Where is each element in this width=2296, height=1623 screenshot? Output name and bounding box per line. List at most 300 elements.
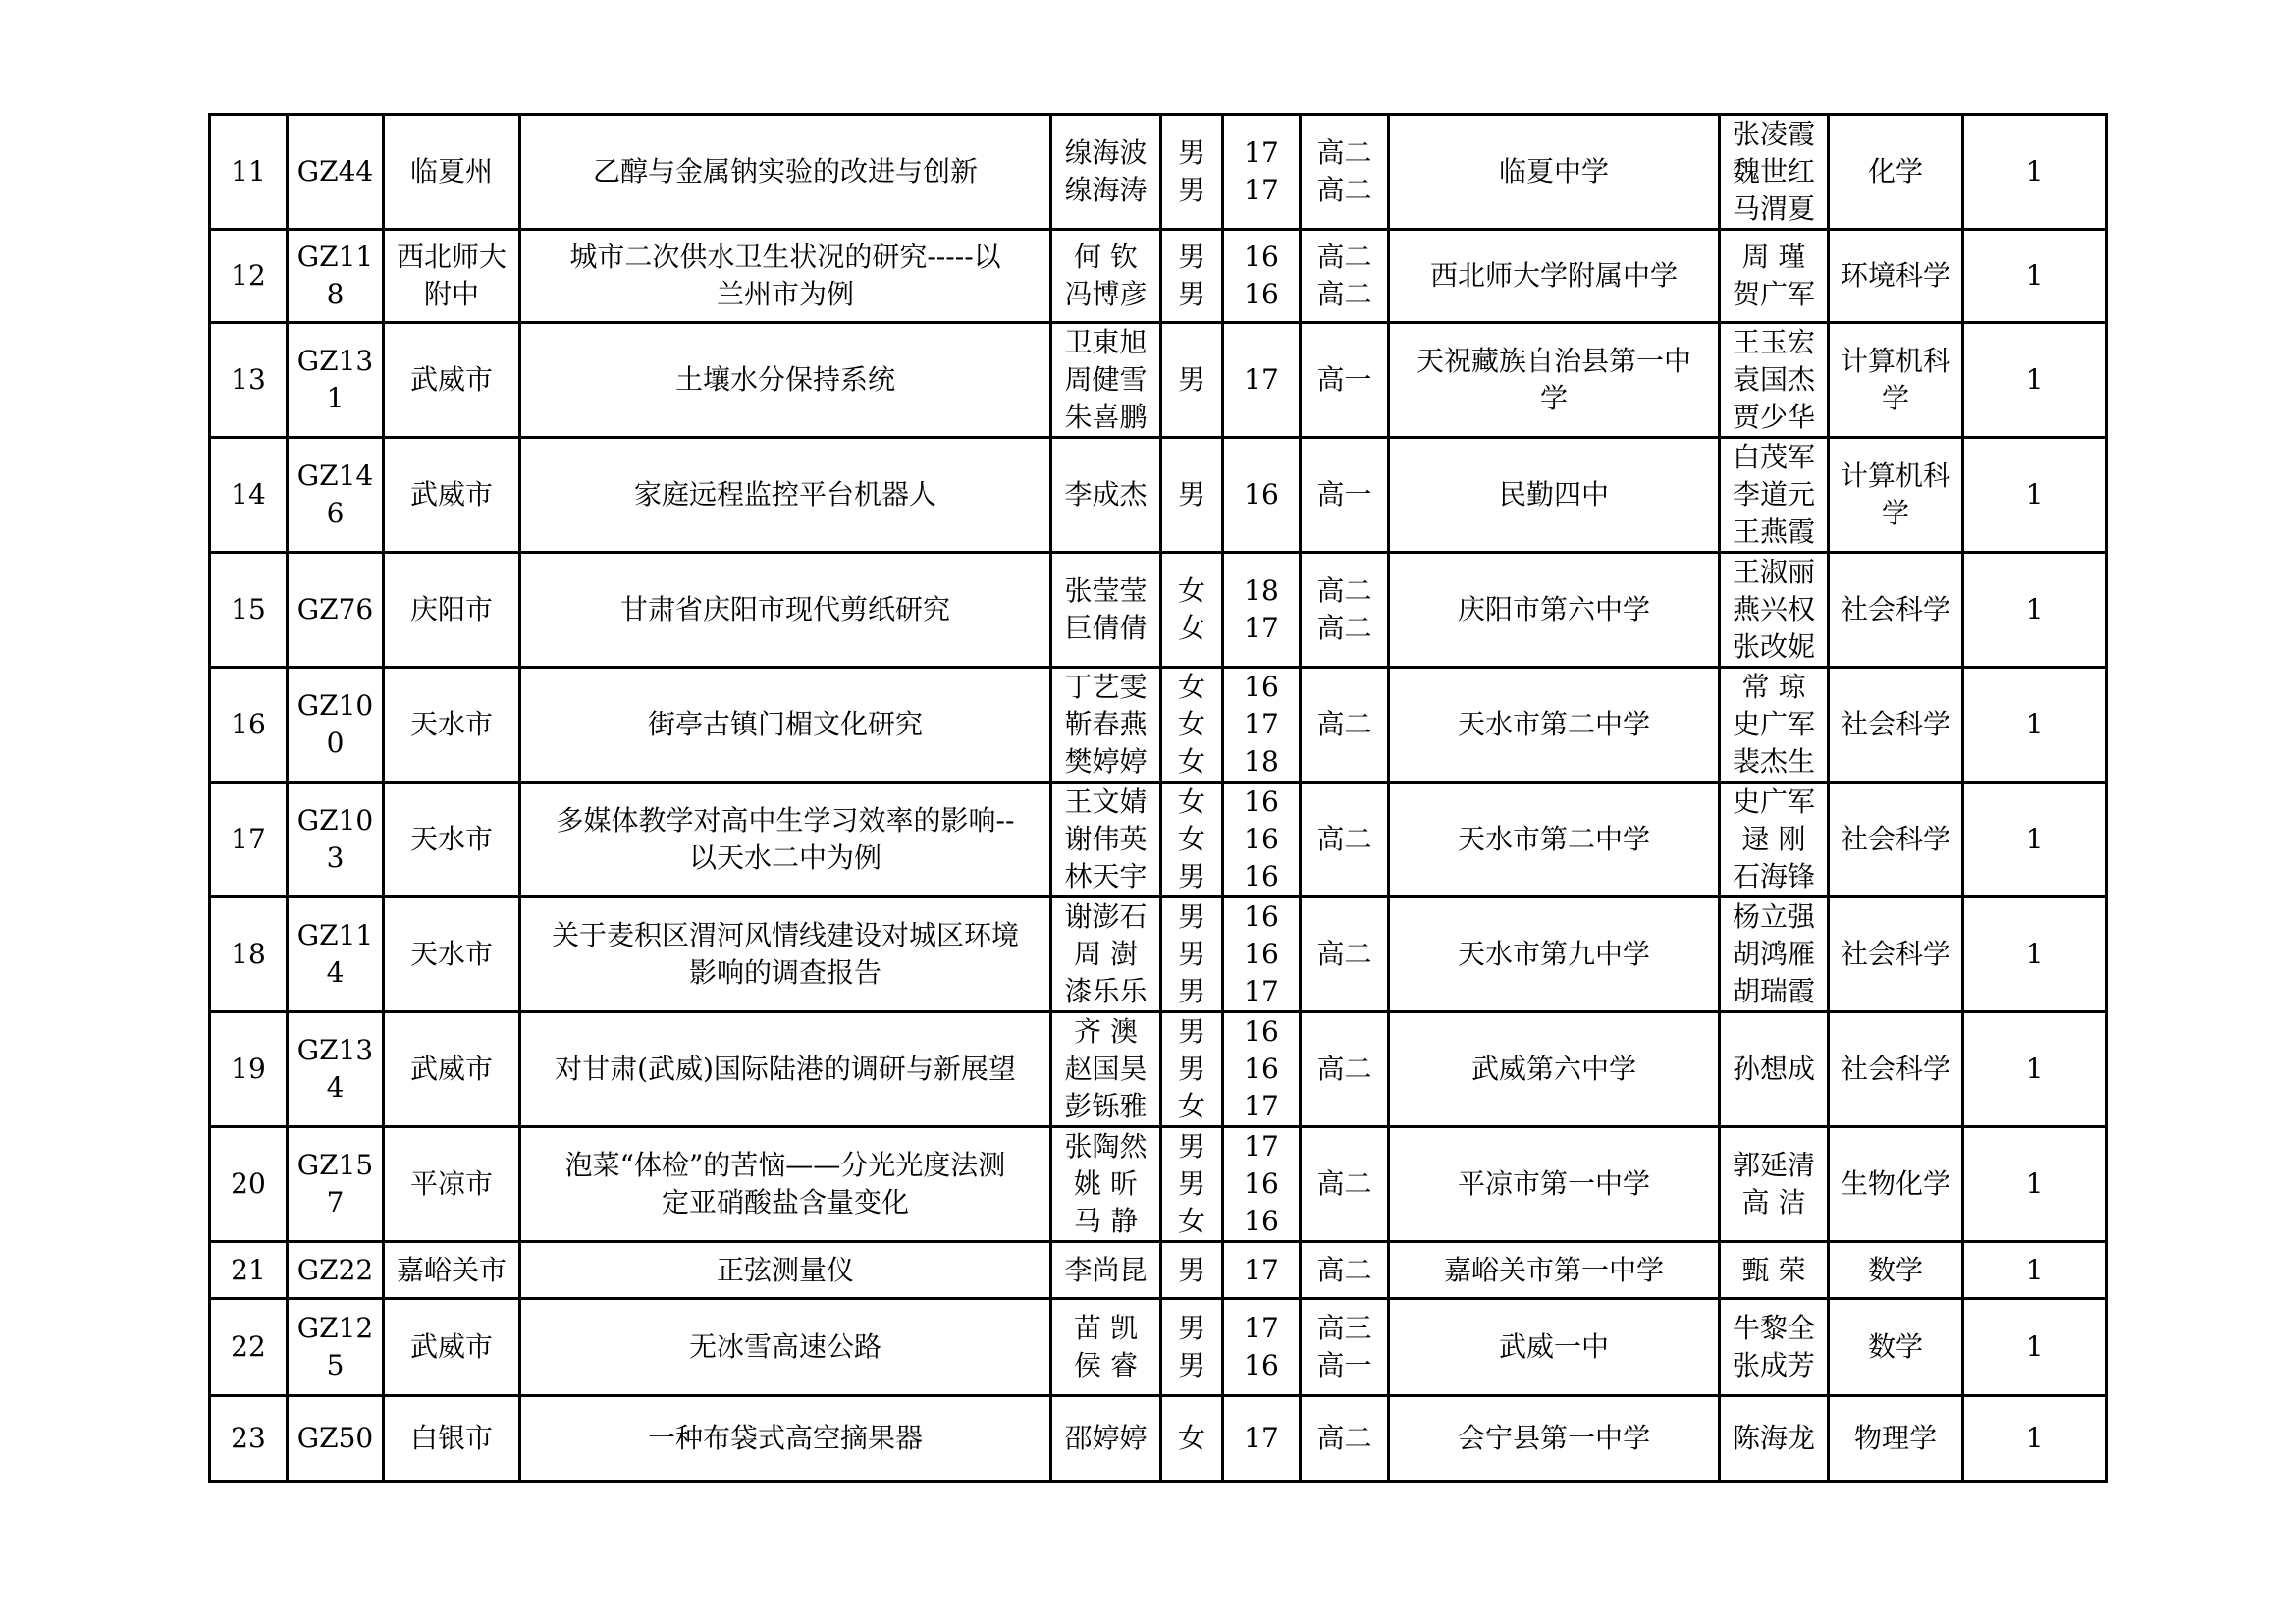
project-code-cell: GZ118 [288,230,384,323]
genders-cell [1161,323,1223,438]
grades-cell [1301,897,1389,1012]
row-number-cell: 21 [210,1242,288,1299]
genders-line: 男 [1177,1349,1205,1381]
students-line: 李成杰 [1064,478,1148,511]
table-row [210,115,2107,230]
region-cell [384,1012,520,1127]
genders-cell [1161,1396,1223,1482]
genders-line: 男 [1177,478,1205,511]
count-cell: 1 [1963,1299,2107,1396]
count-cell: 1 [1963,1127,2107,1242]
students-line: 彭铄雅 [1064,1090,1148,1122]
table-row [210,1012,2107,1127]
subject-cell [1829,1127,1963,1242]
ages-line: 16 [1244,860,1279,893]
project-title-line: 泡菜“体检”的苦恼——分光光度法测 [564,1149,1006,1181]
ages-cell [1223,438,1301,553]
students-line: 林天宇 [1064,860,1148,893]
school-cell [1389,1396,1720,1482]
genders-cell [1161,1127,1223,1242]
project-title-line: 兰州市为例 [716,278,854,310]
grades-line: 高二 [1316,612,1372,644]
school-line: 嘉峪关市第一中学 [1443,1253,1664,1286]
teachers-line: 贺广军 [1732,278,1815,310]
genders-cell [1161,783,1223,897]
project-title-line: 定亚硝酸盐含量变化 [661,1186,909,1218]
table-row [210,438,2107,553]
project-code-cell: GZ103 [288,783,384,897]
subject-cell [1829,668,1963,783]
project-code-cell: GZ114 [288,897,384,1012]
teachers-line: 周 瑾 [1741,241,1806,273]
ages-line: 16 [1244,785,1279,818]
region-cell [384,1299,520,1396]
teachers-cell [1720,1299,1829,1396]
table-row [210,668,2107,783]
count-cell: 1 [1963,668,2107,783]
award-table [208,113,2108,1483]
ages-line: 18 [1244,574,1279,607]
ages-line: 17 [1244,1422,1279,1454]
subject-line: 数学 [1867,1253,1923,1286]
school-cell [1389,1299,1720,1396]
teachers-line: 杨立强 [1732,900,1815,933]
teachers-line: 甄 荣 [1741,1253,1806,1286]
ages-cell [1223,1299,1301,1396]
region-line: 庆阳市 [409,593,493,625]
genders-line: 男 [1177,241,1205,273]
teachers-line: 张改妮 [1732,630,1815,663]
ages-line: 16 [1244,478,1279,511]
region-cell [384,230,520,323]
ages-cell [1223,323,1301,438]
students-line: 苗 凯 [1074,1312,1138,1344]
count-cell: 1 [1963,783,2107,897]
students-line: 缐海涛 [1064,174,1148,206]
genders-line: 男 [1177,363,1205,396]
teachers-cell [1720,1396,1829,1482]
project-title-line: 土壤水分保持系统 [674,363,895,396]
project-title-line: 乙醇与金属钠实验的改进与创新 [592,155,978,188]
genders-line: 女 [1177,745,1205,778]
teachers-line: 郭延清 [1732,1149,1815,1181]
row-number-cell: 16 [210,668,288,783]
genders-line: 男 [1177,900,1205,933]
school-cell [1389,668,1720,783]
students-cell [1051,230,1161,323]
teachers-cell [1720,1127,1829,1242]
subject-line: 社会科学 [1840,938,1950,970]
ages-line: 16 [1244,1053,1279,1085]
project-code-cell: GZ131 [288,323,384,438]
genders-line: 男 [1177,174,1205,206]
row-number-cell: 11 [210,115,288,230]
subject-cell [1829,323,1963,438]
students-line: 缐海波 [1064,136,1148,169]
row-number-cell: 23 [210,1396,288,1482]
students-line: 谢澎石 [1064,900,1148,933]
region-line: 天水市 [409,708,493,740]
grades-cell [1301,783,1389,897]
grades-line: 高二 [1316,1253,1372,1286]
project-title-cell [520,115,1051,230]
teachers-line: 陈海龙 [1732,1422,1815,1454]
ages-line: 16 [1244,823,1279,855]
subject-line: 社会科学 [1840,823,1950,855]
project-title-cell [520,230,1051,323]
teachers-line: 王燕霞 [1732,515,1815,548]
ages-line: 17 [1244,363,1279,396]
ages-line: 16 [1244,1349,1279,1381]
project-code-cell: GZ44 [288,115,384,230]
ages-cell [1223,1012,1301,1127]
genders-line: 男 [1177,278,1205,310]
table-row [210,1396,2107,1482]
project-title-cell [520,438,1051,553]
grades-line: 高二 [1316,708,1372,740]
students-line: 何 钦 [1074,241,1138,273]
genders-cell [1161,230,1223,323]
teachers-cell [1720,897,1829,1012]
table-row [210,1242,2107,1299]
students-line: 冯博彦 [1064,278,1148,310]
genders-cell [1161,1299,1223,1396]
teachers-line: 王淑丽 [1732,556,1815,588]
subject-line: 社会科学 [1840,708,1950,740]
project-title-cell [520,1299,1051,1396]
students-cell [1051,323,1161,438]
grades-cell [1301,438,1389,553]
ages-cell [1223,783,1301,897]
school-cell [1389,323,1720,438]
teachers-cell [1720,323,1829,438]
subject-line: 学 [1881,382,1909,414]
project-title-line: 城市二次供水卫生状况的研究-----以 [569,241,1001,273]
subject-line: 生物化学 [1840,1167,1950,1200]
grades-line: 高二 [1316,136,1372,169]
subject-line: 社会科学 [1840,1053,1950,1085]
teachers-line: 袁国杰 [1732,363,1815,396]
students-line: 漆乐乐 [1064,975,1148,1007]
ages-cell [1223,115,1301,230]
teachers-cell [1720,1242,1829,1299]
grades-cell [1301,553,1389,668]
genders-cell [1161,897,1223,1012]
subject-cell [1829,438,1963,553]
teachers-cell [1720,783,1829,897]
teachers-line: 贾少华 [1732,401,1815,433]
genders-line: 男 [1177,136,1205,169]
students-line: 张陶然 [1064,1130,1148,1163]
ages-line: 16 [1244,671,1279,703]
students-line: 李尚昆 [1064,1253,1148,1286]
teachers-cell [1720,230,1829,323]
project-title-cell [520,1127,1051,1242]
students-line: 朱喜鹏 [1064,401,1148,433]
students-line: 谢伟英 [1064,823,1148,855]
teachers-line: 史广军 [1732,708,1815,740]
grades-line: 高二 [1316,278,1372,310]
project-title-line: 多媒体教学对高中生学习效率的影响-- [556,804,1015,837]
teachers-line: 牛黎全 [1732,1312,1815,1344]
project-code-cell: GZ76 [288,553,384,668]
grades-cell [1301,668,1389,783]
count-cell: 1 [1963,897,2107,1012]
row-number-cell: 19 [210,1012,288,1127]
subject-line: 学 [1881,497,1909,529]
students-line: 周健雪 [1064,363,1148,396]
project-title-cell [520,553,1051,668]
count-cell: 1 [1963,1396,2107,1482]
grades-line: 高二 [1316,823,1372,855]
ages-cell [1223,1242,1301,1299]
grades-cell [1301,115,1389,230]
ages-cell [1223,1396,1301,1482]
subject-line: 环境科学 [1840,259,1950,292]
grades-line: 高一 [1316,478,1372,511]
row-number-cell: 12 [210,230,288,323]
students-line: 马 静 [1074,1205,1138,1237]
ages-line: 16 [1244,241,1279,273]
school-line: 民勤四中 [1498,478,1609,511]
school-line: 学 [1539,382,1568,414]
ages-line: 17 [1244,1090,1279,1122]
region-cell [384,553,520,668]
row-number-cell: 17 [210,783,288,897]
genders-line: 男 [1177,1130,1205,1163]
count-cell: 1 [1963,1242,2107,1299]
region-cell [384,1242,520,1299]
school-cell [1389,897,1720,1012]
teachers-line: 胡鸿雁 [1732,938,1815,970]
teachers-line: 胡瑞霞 [1732,975,1815,1007]
teachers-line: 张成芳 [1732,1349,1815,1381]
genders-cell [1161,553,1223,668]
project-code-cell: GZ157 [288,1127,384,1242]
project-title-cell [520,897,1051,1012]
region-cell [384,323,520,438]
ages-line: 16 [1244,1205,1279,1237]
teachers-line: 裴杰生 [1732,745,1815,778]
row-number-cell: 14 [210,438,288,553]
students-line: 张莹莹 [1064,574,1148,607]
table-row [210,230,2107,323]
school-line: 武威一中 [1498,1330,1609,1363]
subject-line: 计算机科 [1840,460,1950,492]
project-title-line: 无冰雪高速公路 [688,1330,881,1363]
students-line: 卫東旭 [1064,326,1148,358]
genders-line: 男 [1177,1312,1205,1344]
subject-cell [1829,553,1963,668]
region-cell [384,115,520,230]
grades-line: 高二 [1316,174,1372,206]
region-cell [384,1396,520,1482]
genders-line: 男 [1177,1053,1205,1085]
count-cell: 1 [1963,553,2107,668]
genders-line: 女 [1177,671,1205,703]
genders-line: 女 [1177,1205,1205,1237]
ages-line: 18 [1244,745,1279,778]
ages-line: 17 [1244,975,1279,1007]
project-title-line: 正弦测量仪 [716,1253,854,1286]
project-title-line: 影响的调查报告 [688,956,881,989]
ages-line: 16 [1244,938,1279,970]
region-line: 附中 [423,278,479,310]
subject-cell [1829,1242,1963,1299]
students-cell [1051,897,1161,1012]
genders-line: 女 [1177,823,1205,855]
ages-line: 16 [1244,1167,1279,1200]
table-row [210,553,2107,668]
row-number-cell: 20 [210,1127,288,1242]
students-line: 王文婧 [1064,785,1148,818]
teachers-line: 石海锋 [1732,860,1815,893]
region-line: 武威市 [409,363,493,396]
school-cell [1389,1242,1720,1299]
subject-cell [1829,783,1963,897]
ages-line: 16 [1244,1015,1279,1048]
grades-line: 高一 [1316,363,1372,396]
genders-line: 男 [1177,975,1205,1007]
region-cell [384,783,520,897]
genders-line: 女 [1177,708,1205,740]
table-row [210,783,2107,897]
students-line: 邵婷婷 [1064,1422,1148,1454]
teachers-line: 白茂军 [1732,441,1815,473]
school-cell [1389,553,1720,668]
ages-cell [1223,668,1301,783]
subject-line: 计算机科 [1840,345,1950,377]
grades-cell [1301,1012,1389,1127]
students-cell [1051,1242,1161,1299]
project-title-line: 一种布袋式高空摘果器 [647,1422,923,1454]
genders-line: 女 [1177,612,1205,644]
project-title-cell [520,668,1051,783]
row-number-cell: 13 [210,323,288,438]
school-cell [1389,783,1720,897]
school-cell [1389,1012,1720,1127]
region-line: 天水市 [409,938,493,970]
teachers-line: 魏世红 [1732,155,1815,188]
teachers-line: 高 洁 [1741,1186,1806,1218]
students-line: 周 澍 [1074,938,1138,970]
subject-cell [1829,1012,1963,1127]
region-cell [384,1127,520,1242]
subject-cell [1829,897,1963,1012]
teachers-cell [1720,553,1829,668]
school-line: 天水市第九中学 [1457,938,1650,970]
genders-line: 女 [1177,1090,1205,1122]
project-title-line: 以天水二中为例 [688,841,881,874]
subject-line: 化学 [1867,155,1923,188]
project-title-line: 甘肃省庆阳市现代剪纸研究 [619,593,950,625]
region-line: 武威市 [409,1330,493,1363]
subject-cell [1829,1396,1963,1482]
grades-cell [1301,323,1389,438]
students-cell [1051,1127,1161,1242]
subject-line: 数学 [1867,1330,1923,1363]
grades-cell [1301,1299,1389,1396]
teachers-cell [1720,668,1829,783]
project-code-cell: GZ22 [288,1242,384,1299]
subject-cell [1829,1299,1963,1396]
students-cell [1051,115,1161,230]
students-cell [1051,1396,1161,1482]
project-code-cell: GZ134 [288,1012,384,1127]
grades-cell [1301,1396,1389,1482]
project-code-cell: GZ50 [288,1396,384,1482]
project-title-cell [520,1396,1051,1482]
teachers-line: 张凌霞 [1732,118,1815,150]
region-line: 西北师大 [396,241,507,273]
row-number-cell: 18 [210,897,288,1012]
count-cell: 1 [1963,230,2107,323]
ages-cell [1223,553,1301,668]
genders-cell [1161,1012,1223,1127]
grades-cell [1301,1242,1389,1299]
count-cell: 1 [1963,323,2107,438]
region-line: 平凉市 [409,1167,493,1200]
subject-cell [1829,230,1963,323]
region-line: 武威市 [409,478,493,511]
school-cell [1389,1127,1720,1242]
ages-line: 17 [1244,1312,1279,1344]
school-line: 临夏中学 [1498,155,1609,188]
project-code-cell: GZ100 [288,668,384,783]
region-line: 白银市 [409,1422,493,1454]
genders-line: 男 [1177,1253,1205,1286]
project-title-line: 街亭古镇门楣文化研究 [647,708,923,740]
grades-line: 高二 [1316,938,1372,970]
students-cell [1051,783,1161,897]
genders-line: 男 [1177,1167,1205,1200]
subject-line: 社会科学 [1840,593,1950,625]
ages-line: 17 [1244,612,1279,644]
students-line: 赵国昊 [1064,1053,1148,1085]
genders-line: 男 [1177,1015,1205,1048]
school-line: 西北师大学附属中学 [1429,259,1678,292]
teachers-line: 王玉宏 [1732,326,1815,358]
students-cell [1051,1012,1161,1127]
count-cell: 1 [1963,115,2107,230]
ages-line: 17 [1244,136,1279,169]
genders-cell [1161,668,1223,783]
ages-line: 16 [1244,900,1279,933]
project-title-cell [520,1012,1051,1127]
students-cell [1051,553,1161,668]
table-body [210,115,2107,1482]
students-cell [1051,668,1161,783]
project-title-line: 对甘肃(武威)国际陆港的调研与新展望 [555,1053,1016,1085]
teachers-line: 史广军 [1732,785,1815,818]
grades-line: 高二 [1316,1422,1372,1454]
grades-line: 高二 [1316,241,1372,273]
school-cell [1389,230,1720,323]
table-row [210,323,2107,438]
students-line: 侯 睿 [1074,1349,1138,1381]
school-cell [1389,438,1720,553]
grades-line: 高二 [1316,1167,1372,1200]
genders-line: 女 [1177,785,1205,818]
ages-cell [1223,230,1301,323]
genders-cell [1161,115,1223,230]
grades-line: 高一 [1316,1349,1372,1381]
genders-line: 男 [1177,860,1205,893]
region-line: 武威市 [409,1053,493,1085]
region-line: 嘉峪关市 [396,1253,507,1286]
ages-cell [1223,897,1301,1012]
students-line: 樊婷婷 [1064,745,1148,778]
